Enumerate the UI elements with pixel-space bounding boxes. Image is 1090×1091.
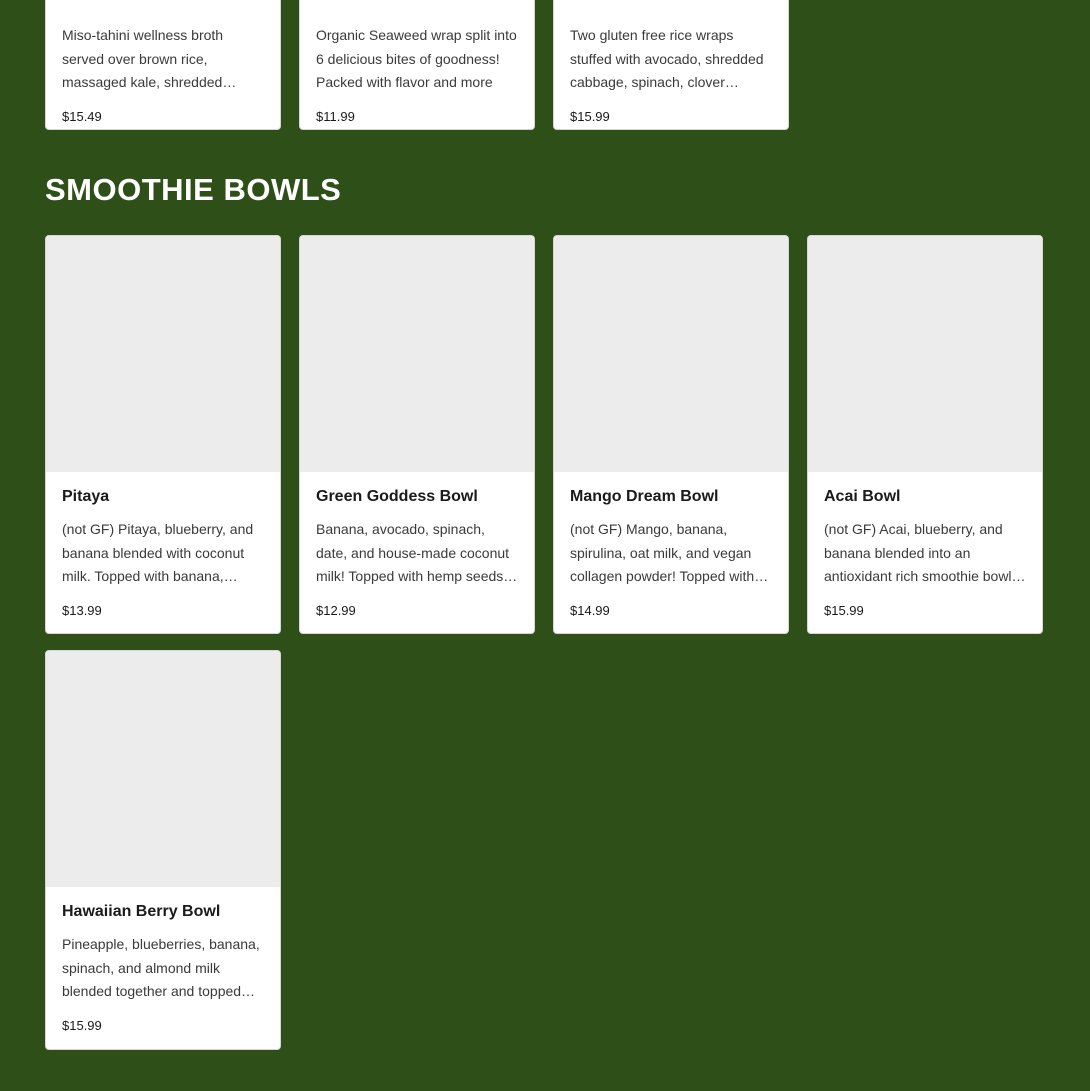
- item-description: (not GF) Mango, banana, spirulina, oat milk, and vegan collagen powder! Topped with: [570, 521, 755, 584]
- item-image: [300, 236, 534, 472]
- item-description: Banana, avocado, spinach, date, and house-made coconut milk! Topped with hemp seeds,: [316, 521, 510, 584]
- menu-item-card[interactable]: [299, 0, 535, 130]
- item-description: Miso-tahini wellness broth served over brown rice, massaged kale, shredded: [62, 27, 224, 90]
- section-title: SMOOTHIE BOWLS: [45, 172, 342, 207]
- item-price: $15.99: [824, 603, 864, 618]
- item-description: (not GF) Acai, blueberry, and banana blended into an antioxidant rich smoothie bowl: [824, 521, 1012, 584]
- item-price: $12.99: [316, 603, 356, 618]
- item-price: $15.99: [570, 109, 610, 124]
- menu-item-card[interactable]: [45, 235, 281, 634]
- item-image: [46, 236, 280, 472]
- item-name: Green Goddess Bowl: [316, 488, 478, 505]
- menu-item-card[interactable]: [299, 235, 535, 634]
- item-price: $13.99: [62, 603, 102, 618]
- item-name: Mango Dream Bowl: [570, 488, 719, 505]
- item-price: $15.49: [62, 109, 102, 124]
- item-description: Organic Seaweed wrap split into 6 delicious bites of goodness! Packed with flavor and more: [316, 27, 517, 90]
- item-name: Pitaya: [62, 488, 110, 505]
- item-name: Acai Bowl: [824, 488, 901, 505]
- item-price: $15.99: [62, 1018, 102, 1033]
- menu-item-card[interactable]: [45, 650, 281, 1050]
- menu-item-card[interactable]: [807, 235, 1043, 634]
- menu-item-card[interactable]: [45, 0, 281, 130]
- item-description: (not GF) Pitaya, blueberry, and banana blended with coconut milk. Topped with banana,: [62, 521, 254, 584]
- item-name: Hawaiian Berry Bowl: [62, 903, 221, 920]
- item-description: Pineapple, blueberries, banana, spinach, and almond milk blended together and topped: [62, 936, 260, 999]
- menu-item-card[interactable]: [553, 235, 789, 634]
- item-description: Two gluten free rice wraps stuffed with avocado, shredded cabbage, spinach, clover: [570, 27, 764, 90]
- item-image: [808, 236, 1042, 472]
- item-image: [46, 651, 280, 887]
- item-price: $11.99: [316, 109, 355, 124]
- item-image: [554, 236, 788, 472]
- item-price: $14.99: [570, 603, 610, 618]
- menu-item-card[interactable]: [553, 0, 789, 130]
